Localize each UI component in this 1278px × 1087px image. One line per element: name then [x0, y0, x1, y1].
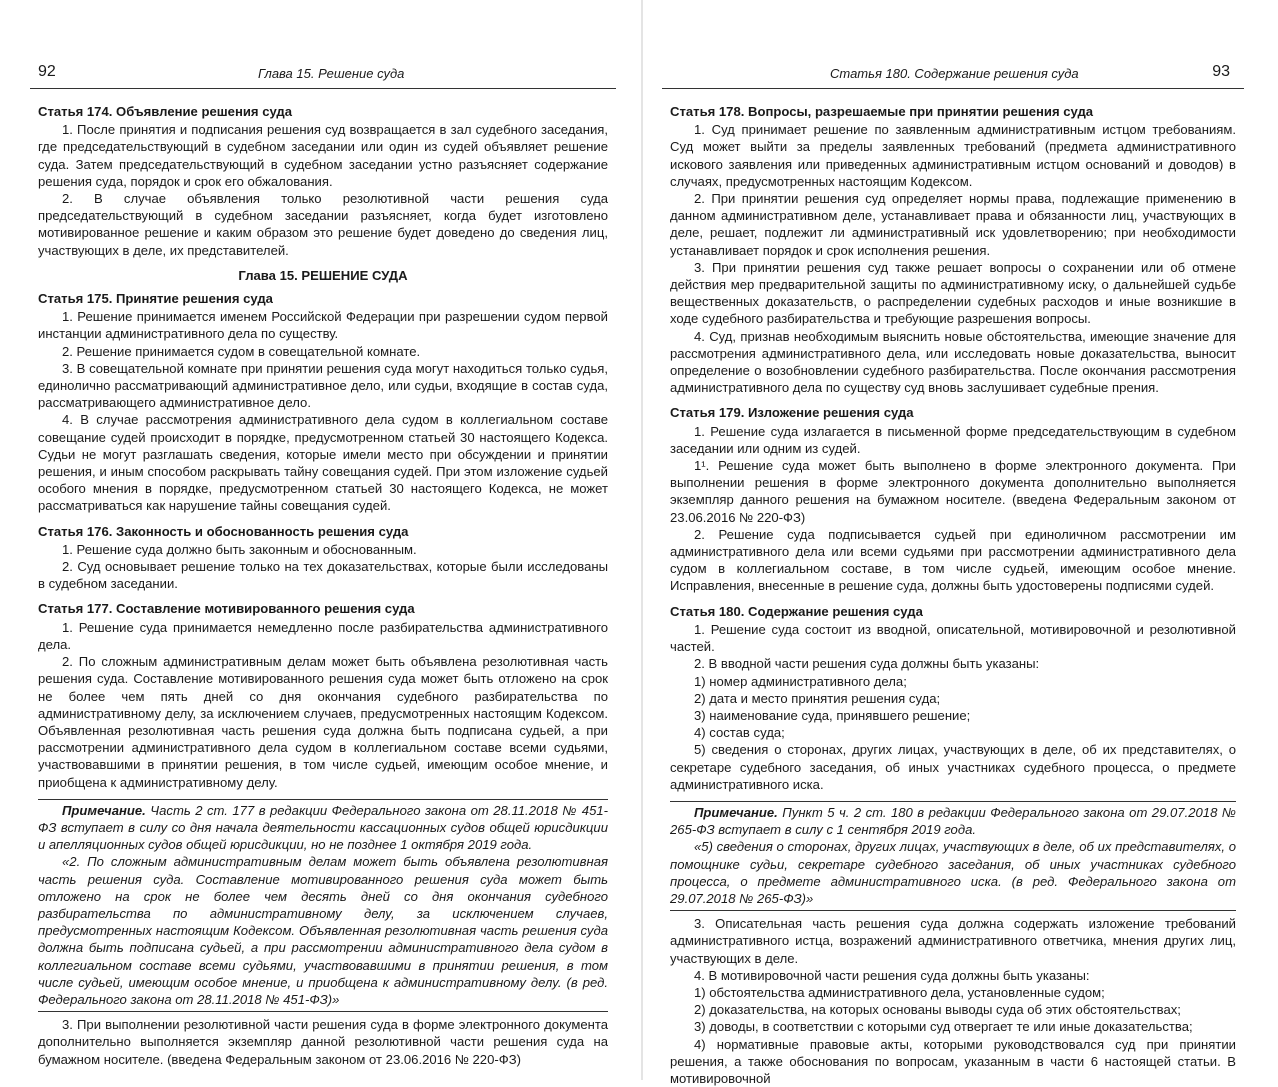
- article: [38, 600, 608, 790]
- article-paragraph: 1. Решение суда должно быть законным и обоснованным.: [62, 541, 417, 557]
- article-title: Статья 179. Изложение решения суда: [670, 405, 914, 421]
- article-paragraph: 2. Решение суда подписывается судьей при единоличном рассмотрении им административного дела или всеми судьями при рассмотрении административного дела судом в коллегиальном составе, в том числе судьей, имеющим особое мнение. Исправления, внесенные в решение суда, должны быть удостоверены подписями судей.: [670, 526, 1236, 594]
- article-title: Статья 177. Составление мотивированного решения суда: [38, 601, 415, 617]
- article-paragraph: 1. Решение принимается именем Российской Федерации при разрешении судом первой инстанции административного дела по существу.: [38, 309, 608, 342]
- article-title: Статья 176. Законность и обоснованность решения суда: [38, 523, 409, 539]
- article-paragraph: 3. При выполнении резолютивной части решения суда в форме электронного документа дополнительно выполняется экземпляр данной резолютивной части решения суда на бумажном носителе. (введена Федеральным законом от 23.06.2016 № 220-ФЗ): [38, 1017, 608, 1067]
- article-paragraph: 5) сведения о сторонах, других лицах, участвующих в деле, об их представителях, о секретаре судебного заседания, об иных участниках судебного процесса, о предмете административного иска.: [670, 742, 1236, 792]
- chapter-title: Глава 15. РЕШЕНИЕ СУДА: [238, 267, 408, 283]
- note-intro: [38, 802, 608, 854]
- article-paragraph: 3. Описательная часть решения суда должна содержать изложение требований административного истца, возражений административного ответчика, мнения других лиц, участвующих в деле.: [670, 916, 1236, 966]
- article-paragraph: 2. При принятии решения суд определяет нормы права, подлежащие применению в данном административном деле, устанавливает права и обязанности лиц, участвующих в деле, решает, подлежит ли административный иск удовлетворению; при необходимости устанавливает порядок и срок исполнения решения.: [670, 191, 1236, 258]
- note-label: Примечание.: [62, 802, 146, 818]
- article: [670, 404, 1236, 594]
- article-paragraph: 2. По сложным административным делам может быть объявлена резолютивная часть решения суда. Составление мотивированного решения суда может быть отложено на срок не более чем пять дней со дня окончания судебного разбирательства по административному делу, за исключением случаев, предусмотренных настоящим Кодексом. Объявленная резолютивная часть решения суда должна быть подписана судьей, а при рассмотрении административного дела судом в коллегиальном составе всеми судьями, участвовавшими в принятии решения, в том числе судьей, имеющим особое мнение, и приобщена к административному делу.: [38, 654, 608, 790]
- note-intro-text: Часть 2 ст. 177 в редакции Федерального закона от 28.11.2018 № 451-ФЗ вступает в силу со дня начала деятельности кассационных судов общей юрисдикции и апелляционных судов общей юрисдикции, но не позднее 1 октября 2019 года.: [38, 802, 608, 853]
- article-paragraph: 4. Суд, признав необходимым выяснить новые обстоятельства, имеющие значение для рассмотрения административного дела, или исследовать новые доказательства, выносит определение о возобновлении судебного разбирательства. После окончания рассмотрения административного дела по существу суд вновь заслушивает судебные прения.: [670, 328, 1236, 396]
- article: [670, 103, 1236, 396]
- article-paragraph: 4. В случае рассмотрения административного дела судом в коллегиальном составе совещание судей происходит в порядке, предусмотренном статьей 30 настоящего Кодекса. Судьи не могут разглашать сведения, которые имели место при обсуждении и принятии решения, и иным способом раскрывать тайну совещания судей. При этом изложение судьей особого мнения в порядке, предусмотренном статьей 30 настоящего Кодекса, не может рассматриваться как нарушение тайны совещания судей.: [38, 412, 608, 514]
- right-running-title: Статья 180. Содержание решения суда: [830, 66, 1079, 81]
- article-paragraph: 3) доводы, в соответствии с которыми суд отвергает те или иные доказательства;: [694, 1019, 1193, 1035]
- left-page-header: [30, 58, 616, 89]
- article-paragraph: 1. Решение суда состоит из вводной, описательной, мотивировочной и резолютивной частей.: [670, 621, 1236, 655]
- article-paragraph: 2. В случае объявления только резолютивной части решения суда председательствующий в судебном заседании разъясняет, когда будет изготовлено мотивированное решение и каким образом это решение будет доведено до сведения лиц, участвующих в деле, их представителей.: [38, 191, 608, 258]
- article-paragraph: 2) дата и место принятия решения суда;: [694, 690, 941, 706]
- article-title: Статья 175. Принятие решения суда: [38, 291, 273, 307]
- article: [38, 103, 608, 259]
- article-title: Статья 178. Вопросы, разрешаемые при принятии решения суда: [670, 104, 1094, 119]
- amendment-note: [670, 801, 1236, 911]
- article-paragraph: 3. В совещательной комнате при принятии решения суда могут находиться только судья, единолично рассматривающий административное дело, или судьи, входящие в состав суда, рассматривающего административное дело.: [38, 360, 608, 411]
- article: [670, 603, 1236, 793]
- article-paragraph: 4. В мотивировочной части решения суда должны быть указаны:: [694, 967, 1090, 983]
- article-title: Статья 180. Содержание решения суда: [670, 603, 923, 619]
- left-page-content: [30, 89, 616, 1068]
- article-paragraph: 3. При принятии решения суд также решает вопросы о сохранении или об отмене действия мер предварительной защиты по административному иску, о дальнейшей судьбе вещественных доказательств, о распределении судебных расходов и иные возникшие в ходе судебного разбирательства и требующие разрешения вопросы.: [670, 259, 1236, 327]
- article-paragraph: 1) обстоятельства административного дела, установленные судом;: [694, 984, 1105, 1000]
- article: [38, 523, 608, 593]
- amendment-note: [38, 799, 608, 1012]
- article-paragraph: 1¹. Решение суда может быть выполнено в форме электронного документа. При выполнении решения в форме электронного документа дополнительно выполняется экземпляр данного решения на бумажном носителе. (введена Федеральным законом от 23.06.2016 № 220-ФЗ): [670, 458, 1236, 525]
- article-paragraph: 4) нормативные правовые акты, которыми руководствовался суд при принятии решения, а также обоснования по вопросам, указанным в части 6 настоящей статьи. В мотивировочной: [670, 1036, 1236, 1086]
- article-paragraph: 3) наименование суда, принявшего решение;: [694, 707, 971, 723]
- article-paragraph: 1. Решение суда излагается в письменной форме председательствующим в судебном заседании или одним из судей.: [670, 423, 1236, 456]
- right-page-number: 93: [1212, 63, 1230, 80]
- article-paragraph: 2) доказательства, на которых основаны выводы суда об этих обстоятельствах;: [694, 1002, 1181, 1018]
- article: [38, 290, 608, 515]
- left-page-number: 92: [38, 63, 56, 80]
- note-intro: [670, 804, 1236, 838]
- note-paragraph: «5) сведения о сторонах, других лицах, участвующих в деле, об их представителях, о помощнике судьи, секретаре судебного заседания, об иных участниках судебного процесса, о предмете административного иска. (в ред. Федерального закона от 29.07.2018 № 265-ФЗ)»: [670, 839, 1236, 906]
- article-paragraph: 1. После принятия и подписания решения суд возвращается в зал судебного заседания, где председательствующий в судебном заседании или один из судей объявляет решение суда. Затем председательствующий в судебном заседании устно разъясняет содержание решения суда, порядок и срок его обжалования.: [38, 122, 608, 189]
- article-paragraph: 4) состав суда;: [694, 725, 785, 741]
- right-page: [662, 58, 1244, 1086]
- article-paragraph: 2. В вводной части решения суда должны быть указаны:: [694, 656, 1040, 672]
- note-intro-text: Пункт 5 ч. 2 ст. 180 в редакции Федерального закона от 29.07.2018 № 265-ФЗ вступает в силу с 1 сентября 2019 года.: [670, 804, 1236, 838]
- left-running-title: Глава 15. Решение суда: [258, 66, 405, 81]
- note-label: Примечание.: [694, 804, 778, 820]
- note-paragraph: «2. По сложным административным делам может быть объявлена резолютивная часть решения суда. Составление мотивированного решения суда может быть отложено на срок не более чем десять дней со дня окончания судебного разбирательства по административному делу, за исключением случаев, предусмотренных настоящим Кодексом. Объявленная резолютивная часть решения суда должна быть подписана судьей, а при рассмотрении административного дела судом в коллегиальном составе всеми судьями, участвовавшими в принятии решения, в том числе судьей, имеющим особое мнение, и приобщена к административному делу. (в ред. Федерального закона от 28.11.2018 № 451-ФЗ)»: [38, 854, 608, 1007]
- book-gutter: [641, 0, 643, 1080]
- article-paragraph: 1. Решение суда принимается немедленно после разбирательства административного дела.: [38, 619, 608, 652]
- right-page-header: [662, 58, 1244, 89]
- right-page-content: [662, 89, 1244, 1087]
- left-page: [30, 58, 616, 1068]
- article-title: Статья 174. Объявление решения суда: [38, 104, 293, 119]
- article-paragraph: 1) номер административного дела;: [694, 673, 907, 689]
- article-paragraph: 1. Суд принимает решение по заявленным административным истцом требованиям. Суд может выйти за пределы заявленных требований (предмета административного искового заявления или приведенных административным истцом оснований и доводов) в случаях, предусмотренных настоящим Кодексом.: [670, 122, 1236, 189]
- article-paragraph: 2. Суд основывает решение только на тех доказательствах, которые были исследованы в судебном заседании.: [38, 559, 608, 592]
- article-paragraph: 2. Решение принимается судом в совещательной комнате.: [62, 343, 421, 359]
